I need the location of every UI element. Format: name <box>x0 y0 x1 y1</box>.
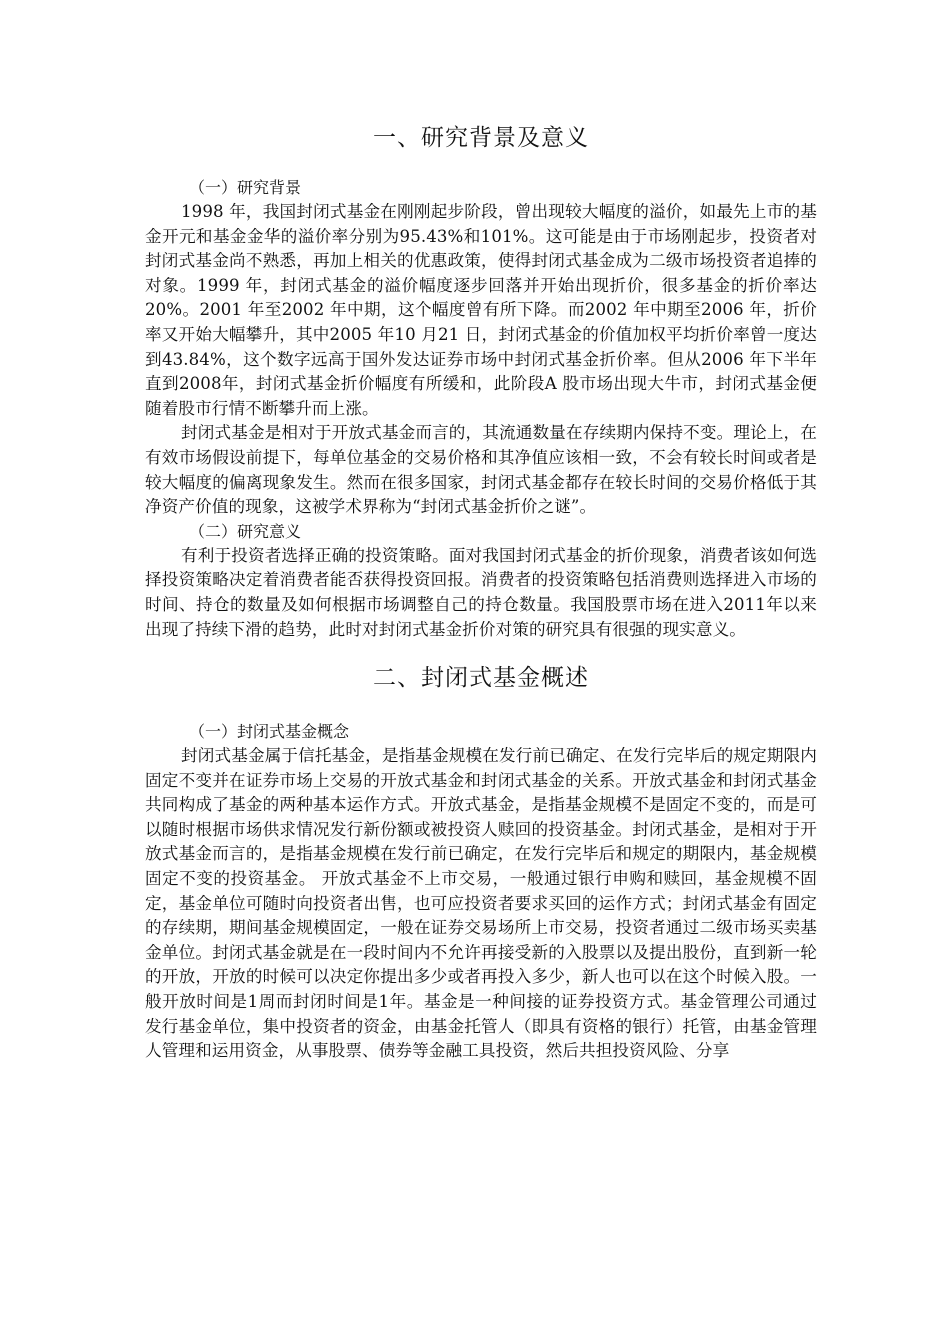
section-1-sub-1-paragraph-2: 封闭式基金是相对于开放式基金而言的，其流通数量在存续期内保持不变。理论上，在有效市场假设前提下，每单位基金的交易价格和其净值应该相一致，不会有较长时间或者是较大幅度的偏离现象发生。然而在很多国家，封闭式基金都存在较长时间的交易价格低于其净资产价值的现象，这被学术界称为“封闭式基金折价之谜”。 <box>145 423 817 517</box>
section-1-sub-2-paragraph-1: 有利于投资者选择正确的投资策略。面对我国封闭式基金的折价现象，消费者该如何选择投资策略决定着消费者能否获得投资回报。消费者的投资策略包括消费则选择进入市场的时间、持仓的数量及如何根据市场调整自己的持仓数量。我国股票市场在进入2011年以来出现了持续下滑的趋势，此时对封闭式基金折价对策的研究具有很强的现实意义。 <box>145 545 817 639</box>
section-1-sub-2-heading: （二）研究意义 <box>189 521 302 541</box>
section-1-sub-1-heading: （一）研究背景 <box>189 178 302 197</box>
section-2-title: 二、封闭式基金概述 <box>373 665 589 692</box>
section-2-sub-1-heading: （一）封闭式基金概念 <box>189 722 350 742</box>
section-2-sub-1-paragraph-1: 封闭式基金属于信托基金，是指基金规模在发行前已确定、在发行完毕后的规定期限内固定不变并在证券市场上交易的开放式基金和封闭式基金的关系。开放式基金和封闭式基金共同构成了基金的两种基本运作方式。开放式基金，是指基金规模不是固定不变的，而是可以随时根据市场供求情况发行新份额或被投资人赎回的投资基金。封闭式基金，是相对于开放式基金而言的，是指基金规模在发行前已确定，在发行完毕后和规定的期限内，基金规模固定不变的投资基金。 开放式基金不上市交易，一般通过银行申购和赎回，基金规模不固定，基金单位可随时向投资者出售，也可应投资者要求买回的运作方式；封闭式基金有固定的存续期，期间基金规模固定，一般在证券交易场所上市交易，投资者通过二级市场买卖基金单位。封闭式基金就是在一段时间内不允许再接受新的入股票以及提出股份，直到新一轮的开放，开放的时候可以决定你提出多少或者再投入多少，新人也可以在这个时候入股。一般开放时间是1周而封闭时间是1年。基金是一种间接的证券投资方式。基金管理公司通过发行基金单位，集中投资者的资金，由基金托管人（即具有资格的银行）托管，由基金管理人管理和运用资金，从事股票、债券等金融工具投资，然后共担投资风险、分享 <box>145 746 817 1061</box>
section-1-sub-1-paragraph-1: 1998 年，我国封闭式基金在刚刚起步阶段，曾出现较大幅度的溢价，如最先上市的基金开元和基金金华的溢价率分别为95.43%和101%。这可能是由于市场刚起步，投资者对封闭式基金尚不熟悉，再加上相关的优惠政策，使得封闭式基金成为二级市场投资者追捧的对象。1999 年，封闭式基金的溢价幅度逐步回落并开始出现折价，很多基金的折价率达20%。2001 年至2002 年中期，这个幅度曾有所下降。而2002 年中期至2006 年，折价率又开始大幅攀升，其中2005 年10 月21 日，封闭式基金的价值加权平均折价率曾一度达到43.84%，这个数字远高于国外发达证券市场中封闭式基金折价率。但从2006 年下半年直到2008年，封闭式基金折价幅度有所缓和，此阶段A 股市场出现大牛市，封闭式基金便随着股市行情不断攀升而上涨。 <box>145 202 817 418</box>
document-page <box>145 118 817 1064</box>
section-1-title: 一、研究背景及意义 <box>373 125 589 151</box>
